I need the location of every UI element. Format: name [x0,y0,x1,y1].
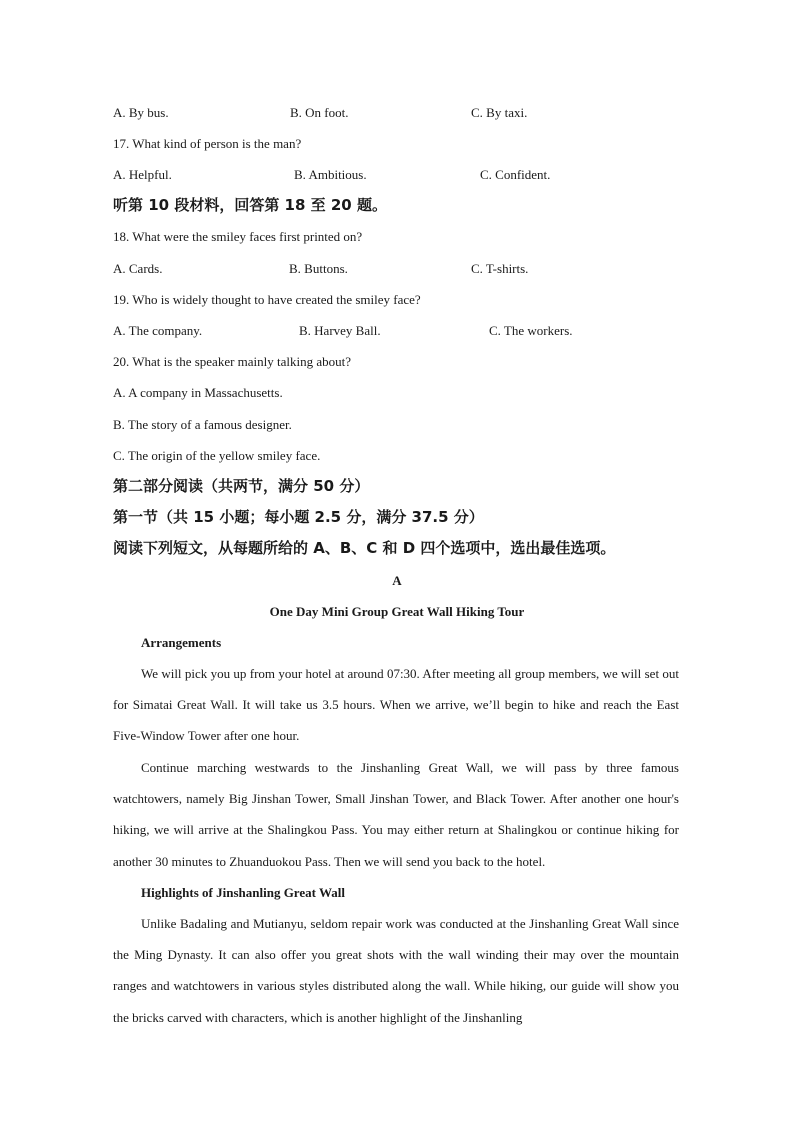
paragraph-3: Unlike Badaling and Mutianyu, seldom repair work was conducted at the Jinshanling Great Wall since the Ming Dynasty. It can also offer you great shots with the wall winding their may over the mountain ranges and watchtowers in various styles distributed along the wall. While hiking, our guide will show you the bricks carved with characters, which is another highlight of the Jinshanling [113,916,679,1025]
q16-option-a: A. By bus. [113,105,169,120]
passage-title: One Day Mini Group Great Wall Hiking Tour [269,604,525,619]
highlights-heading: Highlights of Jinshanling Great Wall [141,885,345,900]
q20-option-c: C. The origin of the yellow smiley face. [113,448,321,463]
q20-option-b: B. The story of a famous designer. [113,417,292,432]
q18-option-a: A. Cards. [113,261,163,276]
q16-option-c: C. By taxi. [471,105,528,120]
listening-instruction-10: 听第 10 段材料，回答第 18 至 20 题。 [113,196,387,214]
q19-question: 19. Who is widely thought to have created the smiley face? [113,292,421,307]
q16-option-b: B. On foot. [290,105,349,120]
passage-letter: A [392,573,402,588]
q17-option-a: A. Helpful. [113,167,172,182]
q20-option-a: A. A company in Massachusetts. [113,385,283,400]
q17-question: 17. What kind of person is the man? [113,136,302,151]
part2-section1: 第一节（共 15 小题；每小题 2.5 分，满分 37.5 分） [113,508,484,526]
paragraph-2: Continue marching westwards to the Jinshanling Great Wall, we will pass by three famous watchtowers, namely Big Jinshan Tower, Small Jinshan Tower, and Black Tower. After another one hour's hiking, we will arrive at the Shalingkou Pass. You may either return at Shalingkou or continue hiking for another 30 minutes to Zhuanduokou Pass. Then we will send you back to the hotel. [113,760,679,869]
q19-option-c: C. The workers. [489,323,573,338]
q20-question: 20. What is the speaker mainly talking about? [113,354,352,369]
part2-title: 第二部分阅读（共两节，满分 50 分） [113,477,370,495]
q17-option-c: C. Confident. [480,167,551,182]
q19-option-b: B. Harvey Ball. [299,323,381,338]
q17-option-b: B. Ambitious. [294,167,367,182]
q18-question: 18. What were the smiley faces first printed on? [113,229,363,244]
part2-instruction: 阅读下列短文，从每题所给的 A、B、C 和 D 四个选项中，选出最佳选项。 [113,539,616,557]
paragraph-1: We will pick you up from your hotel at around 07:30. After meeting all group members, we will set out for Simatai Great Wall. It will take us 3.5 hours. When we arrive, we’ll begin to hike and reach the East Five-Window Tower after one hour. [113,666,679,744]
arrangements-heading: Arrangements [141,635,222,650]
q18-option-b: B. Buttons. [289,261,348,276]
q19-option-a: A. The company. [113,323,203,338]
q18-option-c: C. T-shirts. [471,261,529,276]
